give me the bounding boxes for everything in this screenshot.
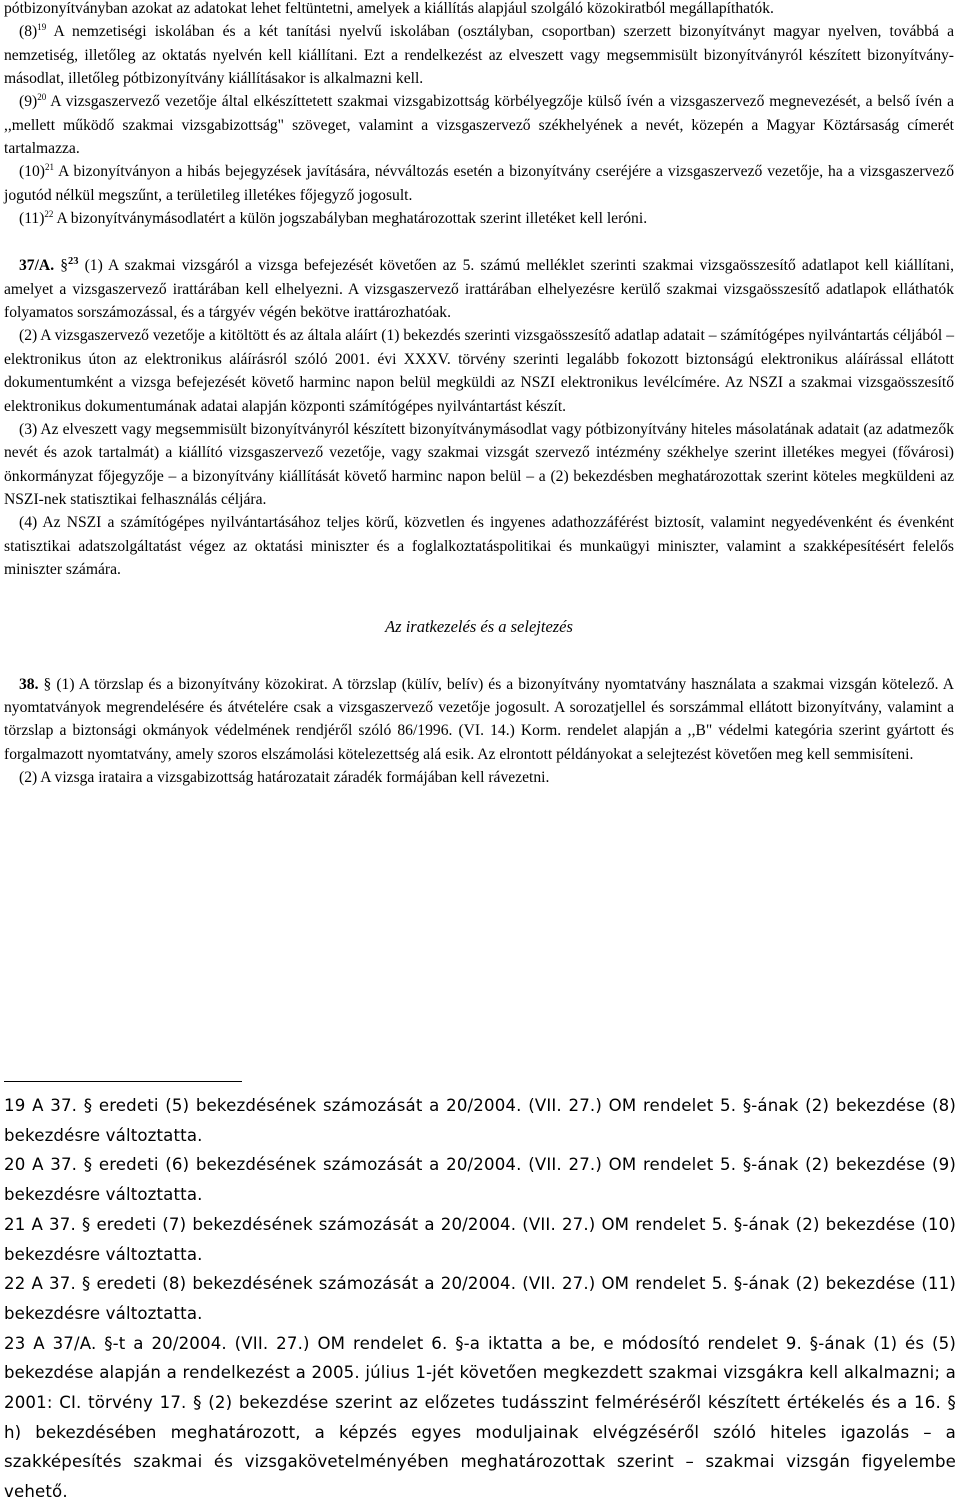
- footnote-23: 23 A 37/A. §-t a 20/2004. (VII. 27.) OM rendelet 6. §-a iktatta a be, e módosító rendelet 9. §-ának (1) és (5) bekezdése alapján a rendelkezést a 2005. július 1-jét követően megkezdett szakmai vizsgákra kell alkalmazni; a 2001: CI. törvény 17. § (2) bekezdése szerint az előzetes tudásszint felméréséről készített értékelés és a 16. § h) bekezdésében meghatározott, a képzés egyes moduljainak elvégzéséről szóló hiteles igazolás – a szakképesítés szakmai és vizsgakövetelményében meghatározottak szerint – szakmai vizsgán figyelembe vehető.: [4, 1333, 956, 1502]
- paragraph-11-label: (11): [19, 210, 45, 228]
- paragraph-8-label: (8): [19, 23, 38, 41]
- footnote-separator: [4, 1081, 242, 1082]
- paragraph-11: [4, 207, 954, 230]
- footnote-19: 19 A 37. § eredeti (5) bekezdésének számozását a 20/2004. (VII. 27.) OM rendelet 5. §-ának (2) bekezdése (8) bekezdésre változtatta.: [4, 1096, 956, 1145]
- section-heading: Az iratkezelés és a selejtezés: [385, 617, 573, 637]
- paragraph-9-text: A vizsgaszervező vezetője által elkészíttetett szakmai vizsgabizottság körbélyegzője külső ívén a vizsgaszervező megnevezését, a belső ívén a ,,mellett működő szakmai vizsgabizottság" szöveget, valamint a vizsgaszervező székhelyének a nevét, közepén a Magyar Köztársaság címerét tartalmazza.: [4, 93, 954, 158]
- paragraph-10-label: (10): [19, 163, 45, 181]
- footnotes: [4, 1091, 956, 1507]
- section-37a-number: 37/A.: [19, 257, 55, 275]
- footnote-ref-20[interactable]: 20: [37, 92, 47, 103]
- section-38-paragraph-1: [4, 673, 954, 766]
- paragraph-8: [4, 20, 954, 90]
- paragraph-8-text: A nemzetiségi iskolában és a két tanítási nyelvű iskolában (osztályban, csoportban) szerzett bizonyítványt magyar nyelven, továbbá a nemzetiség, illetőleg az oktatás nyelvén kell kiállítani. Ezt a rendelkezést az elveszett vagy megsemmisült bizonyítványról készített bizonyítvány-másodlat, illetőleg pótbizonyítvány kiállításakor is alkalmazni kell.: [4, 23, 954, 88]
- footnote-ref-23[interactable]: 23: [68, 256, 79, 268]
- footnote-22: 22 A 37. § eredeti (8) bekezdésének számozását a 20/2004. (VII. 27.) OM rendelet 5. §-ának (2) bekezdése (11) bekezdésre változtatta.: [4, 1274, 956, 1323]
- footnote-ref-21[interactable]: 21: [44, 162, 54, 173]
- paragraph-9-label: (9): [19, 93, 38, 111]
- paragraph-10: [4, 160, 954, 207]
- paragraph-9: [4, 90, 954, 160]
- footnote-20: 20 A 37. § eredeti (6) bekezdésének számozását a 20/2004. (VII. 27.) OM rendelet 5. §-ának (2) bekezdése (9) bekezdésre változtatta.: [4, 1155, 956, 1205]
- section-37a-paragraph-4: (4) Az NSZI a számítógépes nyilvántartásához teljes körű, közvetlen és ingyenes adathozzáférést biztosít, valamint negyedévenként és évenként statisztikai adatszolgáltatást végez az oktatási miniszter és a foglalkoztatáspolitikai és munkaügyi miniszter, valamint a szakképesítésért felelős miniszter számára.: [4, 514, 954, 578]
- main-text: [4, 0, 954, 789]
- section-37a-paragraph-3: (3) Az elveszett vagy megsemmisült bizonyítványról készített bizonyítványmásodlat vagy pótbizonyítvány hiteles másolatának adatait (az adatmezők nevét és azok tartalmát) a kiállító vizsgaszervező vezetője, vagy szakmai vizsgát szervező intézmény székhelye szerint illetékes megyei (fővárosi) önkormányzat főjegyzője – a bizonyítvány kiállítását követő harminc napon belül – a (2) bekezdésben meghatározottak szerint köteles megküldeni az NSZI-nek statisztikai felhasználás céljára.: [4, 420, 954, 508]
- section-37a-text-1: (1) A szakmai vizsgáról a vizsga befejezését követően az 5. számú melléklet szerinti szakmai vizsgaösszesítő adatlapot kell kiállítani, amelyet a vizsgaszervező irattárában kell elhelyezni. A vizsgaszervező irattárában elhelyezésre kerülő szakmai vizsgaösszesítő adatlapok elláthatók folyamatos sorszámozással, és a tárgyév végén bekötve irattározhatóak.: [4, 257, 954, 322]
- section-37a-paragraph-2: (2) A vizsgaszervező vezetője a kitöltött és az általa aláírt (1) bekezdés szerinti vizsgaösszesítő adatlap adatait – számítógépes nyilvántartás céljából – elektronikus úton az elektronikus aláírásról szóló 2001. évi XXXV. törvény szerinti legalább fokozott biztonságú elektronikus aláírással ellátott dokumentumként a vizsga befejezését követő harminc napon belül megküldi az NSZI elektronikus levélcímére. Az NSZI a szakmai vizsgaösszesítő elektronikus dokumentumának adatai alapján központi számítógépes nyilvántartást készít.: [4, 327, 954, 415]
- section-38-paragraph-2: (2) A vizsga irataira a vizsgabizottság határozatait záradék formájában kell rávezetni.: [19, 768, 550, 786]
- section-38-sign: §: [38, 675, 52, 693]
- section-38-text-1: (1) A törzslap és a bizonyítvány közokirat. A törzslap (külív, belív) és a bizonyítvány nyomtatvány használata a szakmai vizsgán kötelező. A nyomtatványok megrendelésére és átvételére csak a vizsgaszervező vezetője jogosult. A sorozatjellel és sorszámmal ellátott bizonyítvány, valamint a törzslap a biztonsági okmányok védelmének rendjéről szóló 86/1996. (VI. 14.) Korm. rendelet alapján a ,,B" védelmi kategória szerint gyártott és forgalmazott nyomtatvány, amely szoros elszámolási kötelezettség alá esik. Az elrontott példányokat a selejtezést követően meg kell semmisíteni.: [4, 675, 954, 763]
- section-37a-sign: §: [54, 257, 68, 275]
- paragraph-10-text: A bizonyítványon a hibás bejegyzések javítására, névváltozás esetén a bizonyítvány cseréjére a vizsgaszervező vezetője, ha a vizsgaszervező jogutód nélkül megszűnt, a területileg illetékes főjegyző jogosult.: [4, 163, 954, 204]
- paragraph-continuation: pótbizonyítványban azokat az adatokat lehet feltüntetni, amelyek a kiállítás alapjául szolgáló közokiratból megállapíthatók.: [4, 0, 774, 17]
- footnote-ref-19[interactable]: 19: [37, 22, 47, 33]
- paragraph-11-text: A bizonyítványmásodlatért a külön jogszabályban meghatározottak szerint illetéket kell leróni.: [53, 210, 648, 228]
- section-38-number: 38.: [19, 675, 39, 693]
- footnote-ref-22[interactable]: 22: [44, 209, 54, 220]
- section-37a-paragraph-1: [4, 254, 954, 324]
- footnote-21: 21 A 37. § eredeti (7) bekezdésének számozását a 20/2004. (VII. 27.) OM rendelet 5. §-ának (2) bekezdése (10) bekezdésre változtatta.: [4, 1214, 956, 1264]
